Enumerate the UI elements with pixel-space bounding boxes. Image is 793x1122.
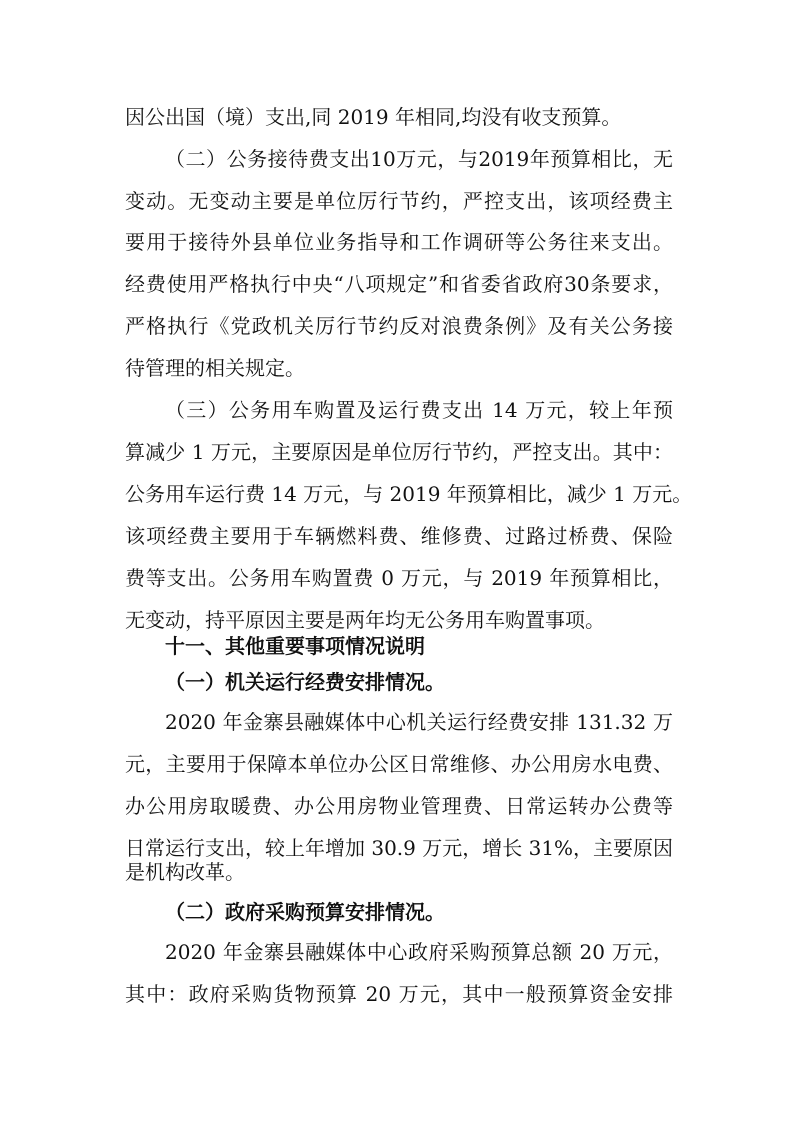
- paragraph-line: 算减少 1 万元，主要原因是单位厉行节约，严控支出。其中：: [125, 440, 673, 464]
- paragraph-line: 严格执行《党政机关厉行节约反对浪费条例》及有关公务接: [125, 314, 673, 338]
- paragraph-line: 费等支出。公务用车购置费 0 万元，与 2019 年预算相比，: [125, 566, 673, 590]
- paragraph-line: 其中：政府采购货物预算 20 万元，其中一般预算资金安排: [125, 982, 673, 1006]
- subsection-heading: （二）政府采购预算安排情况。: [165, 900, 445, 924]
- section-heading: 十一、其他重要事项情况说明: [165, 634, 425, 658]
- paragraph-line: （三）公务用车购置及运行费支出 14 万元，较上年预: [165, 398, 673, 422]
- paragraph-line: 要用于接待外县单位业务指导和工作调研等公务往来支出。: [125, 230, 673, 254]
- paragraph-line: 待管理的相关规定。: [125, 356, 305, 380]
- subsection-heading: （一）机关运行经费安排情况。: [165, 670, 445, 694]
- paragraph-line: 该项经费主要用于车辆燃料费、维修费、过路过桥费、保险: [125, 524, 673, 548]
- paragraph-line: 变动。无变动主要是单位厉行节约，严控支出，该项经费主: [125, 189, 673, 213]
- paragraph-line: 办公用房取暖费、办公用房物业管理费、日常运转办公费等: [125, 794, 673, 818]
- paragraph-line: 日常运行支出，较上年增加 30.9 万元，增长 31%，主要原因: [125, 836, 674, 860]
- paragraph-line: 是机构改革。: [125, 860, 245, 884]
- paragraph-line: 公务用车运行费 14 万元，与 2019 年预算相比，减少 1 万元。: [125, 482, 693, 506]
- paragraph-line: （二）公务接待费支出10万元，与2019年预算相比，无: [165, 147, 673, 171]
- paragraph-line: 经费使用严格执行中央“八项规定”和省委省政府30条要求，: [125, 272, 673, 296]
- paragraph-line: 2020 年金寨县融媒体中心政府采购预算总额 20 万元，: [165, 940, 673, 964]
- paragraph-line: 无变动，持平原因主要是两年均无公务用车购置事项。: [125, 608, 605, 632]
- paragraph-line: 因公出国（境）支出,同 2019 年相同,均没有收支预算。: [125, 105, 622, 129]
- paragraph-line: 元，主要用于保障本单位办公区日常维修、办公用房水电费、: [125, 752, 673, 776]
- paragraph-line: 2020 年金寨县融媒体中心机关运行经费安排 131.32 万: [165, 710, 673, 734]
